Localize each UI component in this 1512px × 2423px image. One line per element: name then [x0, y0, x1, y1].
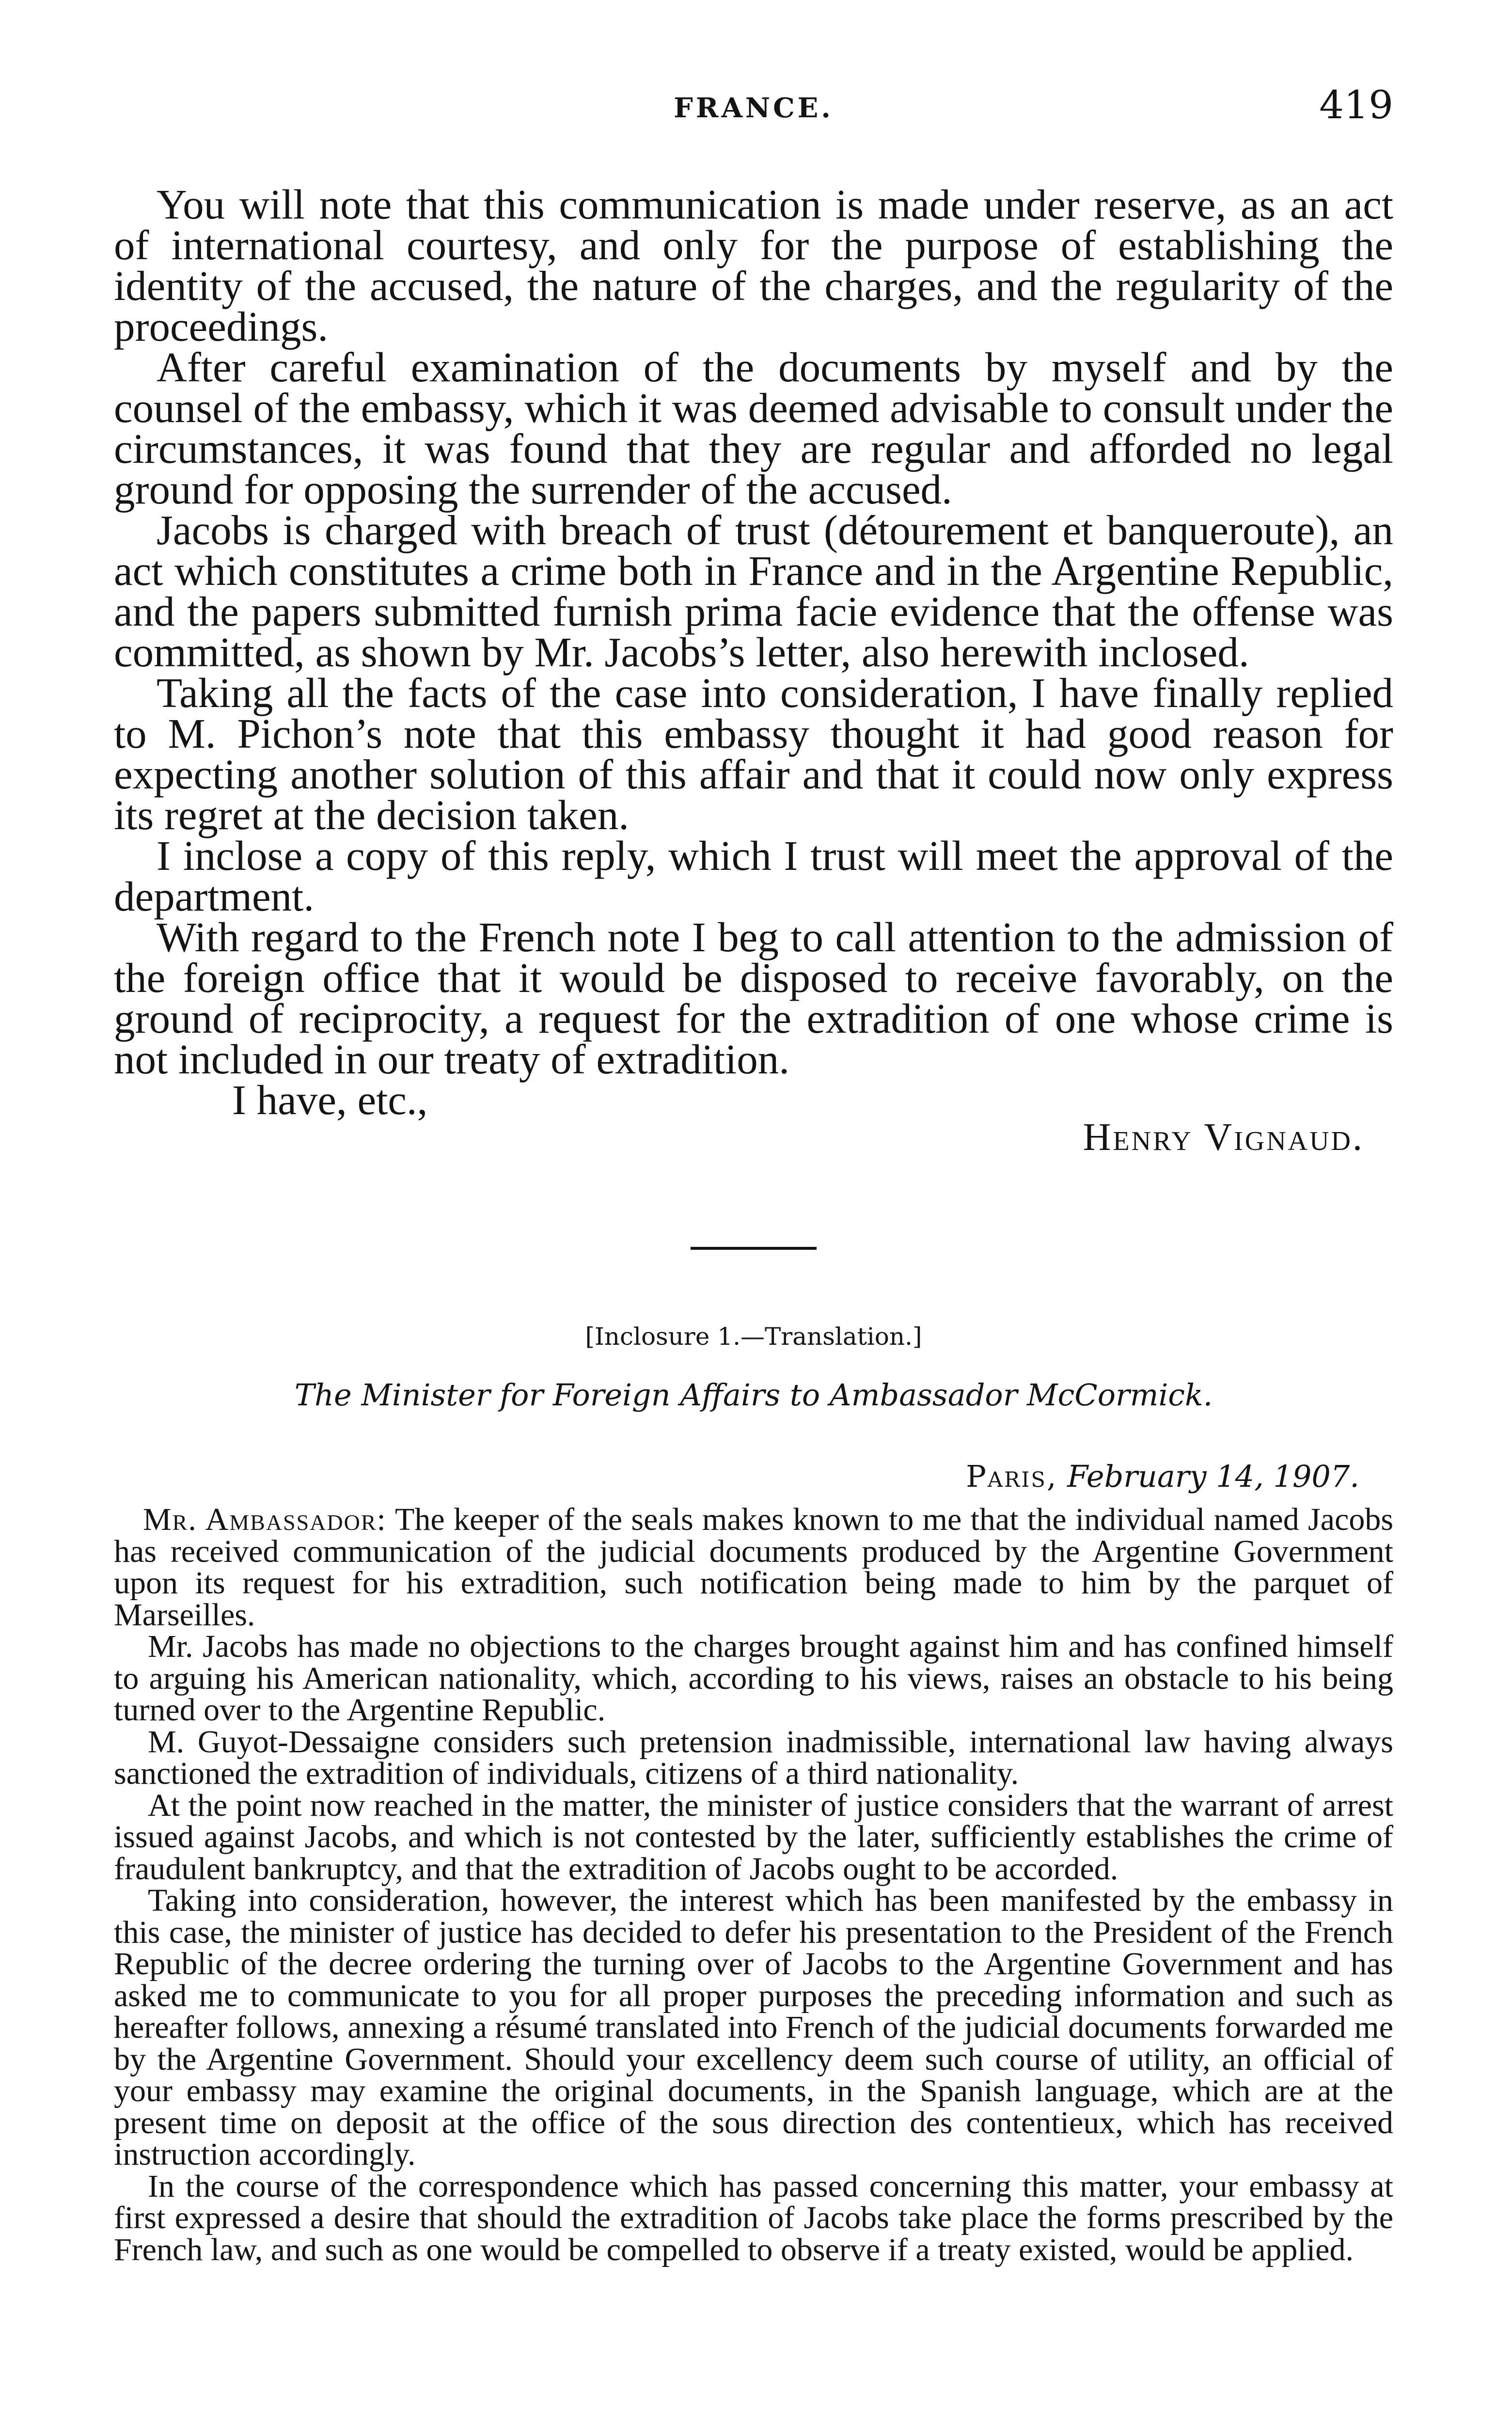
- letter-body: [114, 181, 1393, 1083]
- inclosure-title: The Minister for Foreign Affairs to Ambassador McCormick.: [294, 1377, 1213, 1413]
- letter-closing: I have, etc.,: [232, 1076, 428, 1123]
- letter-paragraph: Jacobs is charged with breach of trust (détourement et banqueroute), an act which constitutes a crime both in France and in the Argentine Republic, and the papers submitted furnish prima facie evidence that the offense was committed, as shown by Mr. Jacobs’s letter, also herewith inclosed.: [114, 506, 1393, 676]
- dateline-place: Paris,: [966, 1459, 1058, 1494]
- letter-paragraph: After careful examination of the documents by myself and by the counsel of the embassy, which it was deemed advisable to consult under the circumstances, it was found that they are regular and afforded no legal ground for opposing the surrender of the accused.: [114, 344, 1393, 513]
- document-page: [114, 82, 1393, 2266]
- inclosure-paragraph: Taking into consideration, however, the interest which has been manifested by the embassy in this case, the minister of justice has decided to defer his presentation to the President of the French Republic of the decree ordering the turning over of Jacobs to the Argentine Government and has asked me to communicate to you for all proper purposes the preceding information and such as hereafter follows, annexing a résumé translated into French of the judicial documents forwarded me by the Argentine Government. Should your excellency deem such course of utility, an official of your embassy may examine the original documents, in the Spanish language, which are at the present time on deposit at the office of the sous direction des contentieux, which has received instruction accordingly.: [114, 1883, 1393, 2172]
- inclosure-paragraph: At the point now reached in the matter, the minister of justice considers that the warrant of arrest issued against Jacobs, and which is not contested by the later, sufficiently establishes the crime of fraudulent bankruptcy, and that the extradition of Jacobs ought to be accorded.: [114, 1787, 1393, 1887]
- inclosure-heading: [Inclosure 1.—Translation.]: [585, 1322, 922, 1351]
- inclosure-body: [114, 1504, 1393, 2266]
- letter-paragraph: Taking all the facts of the case into consideration, I have finally replied to M. Pichon’s note that this embassy thought it had good reason for expecting another solution of this affair and that it could now only express its regret at the decision taken.: [114, 669, 1393, 838]
- page-header: [114, 82, 1393, 141]
- page-number: 419: [1319, 82, 1393, 127]
- inclosure-paragraph: Mr. Jacobs has made no objections to the charges brought against him and has confined himself to arguing his American nationality, which, according to his views, raises an obstacle to his being turned over to the Argentine Republic.: [114, 1629, 1393, 1728]
- inclosure-paragraph: [114, 1504, 1393, 1631]
- salutation: Mr. Ambassador:: [143, 1502, 387, 1537]
- letter-paragraph: I inclose a copy of this reply, which I trust will meet the approval of the department.: [114, 832, 1393, 920]
- running-head: FRANCE.: [674, 92, 834, 124]
- dateline: [114, 1459, 1393, 1494]
- letter-signature: Henry Vignaud.: [1083, 1116, 1364, 1159]
- letter-paragraph: With regard to the French note I beg to call attention to the admission of the foreign office that it would be disposed to receive favorably, on the ground of reciprocity, a request for the extradition of one whose crime is not included in our treaty of extradition.: [114, 913, 1393, 1083]
- inclosure-paragraph: In the course of the correspondence which has passed concerning this matter, your embassy at first expressed a desire that should the extradition of Jacobs take place the forms prescribed by the French law, and such as one would be compelled to observe if a treaty existed, would be applied.: [114, 2168, 1393, 2267]
- inclosure-paragraph: M. Guyot-Dessaigne considers such pretension inadmissible, international law having always sanctioned the extradition of individuals, citizens of a third nationality.: [114, 1724, 1393, 1791]
- letter-paragraph: You will note that this communication is made under reserve, as an act of international courtesy, and only for the purpose of establishing the identity of the accused, the nature of the charges, and the regularity of the proceedings.: [114, 181, 1393, 350]
- dateline-date: February 14, 1907.: [1067, 1459, 1359, 1494]
- inclosure-first-paragraph-text: The keeper of the seals makes known to me that the individual named Jacobs has received communication of the judicial documents produced by the Argentine Government upon its request for his extradition, such notification being made to him by the parquet of Marseilles.: [114, 1502, 1393, 1633]
- section-divider: [691, 1247, 817, 1250]
